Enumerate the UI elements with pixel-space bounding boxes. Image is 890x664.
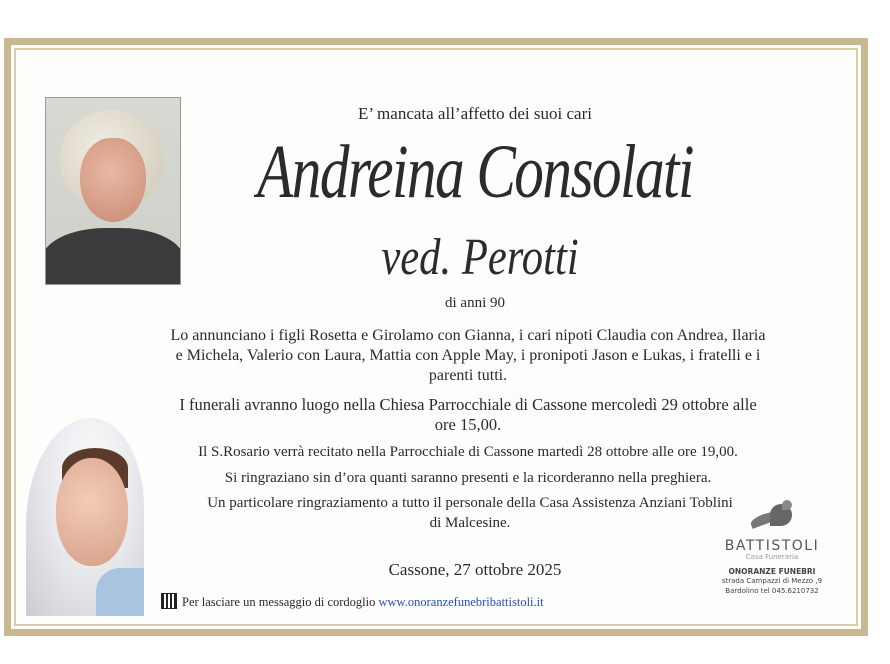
place-date: Cassone, 27 ottobre 2025 [388,560,562,579]
announcement: Lo annunciano i figli Rosetta e Girolamo con Gianna, i cari nipoti Claudia con Andrea, Ilaria e Michela, Valerio con Laura, Mattia con Apple May, i pronipoti Jason e Lukas, i fratelli e i parenti tutti. [170,327,766,384]
deceased-photo [45,97,181,285]
madonna-face [56,458,128,566]
widow-of: ved. Perotti [381,229,579,286]
photo-body [45,228,181,285]
madonna-image [26,418,144,616]
photo-face [80,138,146,222]
condolence-link[interactable]: www.onoranzefunebribattistoli.it [378,595,544,609]
condolence-line [182,595,544,610]
dove-icon [742,500,802,536]
intro-line: E’ mancata all’affetto dei suoi cari [358,104,592,123]
service-label: ONORANZE FUNEBRI [728,567,816,576]
rosary-info: Il S.Rosario verrà recitato nella Parrocchiale di Cassone martedì 28 ottobre alle ore 19,00. [198,444,738,460]
age: di anni 90 [445,295,505,311]
funeral-info: I funerali avranno luogo nella Chiesa Parrocchiale di Cassone mercoledì 29 ottobre alle ore 15,00. [179,395,757,434]
deceased-name: Andreina Consolati [257,130,693,214]
qr-code-icon[interactable] [162,594,176,608]
brand-name: BATTISTOLI [724,538,820,554]
thanks: Si ringraziano sin d’ora quanti saranno presenti e la ricorderanno nella preghiera. [224,470,712,486]
brand-subtitle: Casa Funeraria [745,553,799,561]
city-phone: Bardolino tel 045.6210732 [725,587,819,595]
funeral-home-logo [712,500,832,596]
condolence-text: Per lasciare un messaggio di cordoglio [182,595,376,609]
madonna-cloak [96,568,144,616]
special-thanks: Un particolare ringraziamento a tutto il personale della Casa Assistenza Anziani Toblini di Malcesine. [207,495,733,531]
address: strada Campazzi di Mezzo ,9 [721,577,823,585]
